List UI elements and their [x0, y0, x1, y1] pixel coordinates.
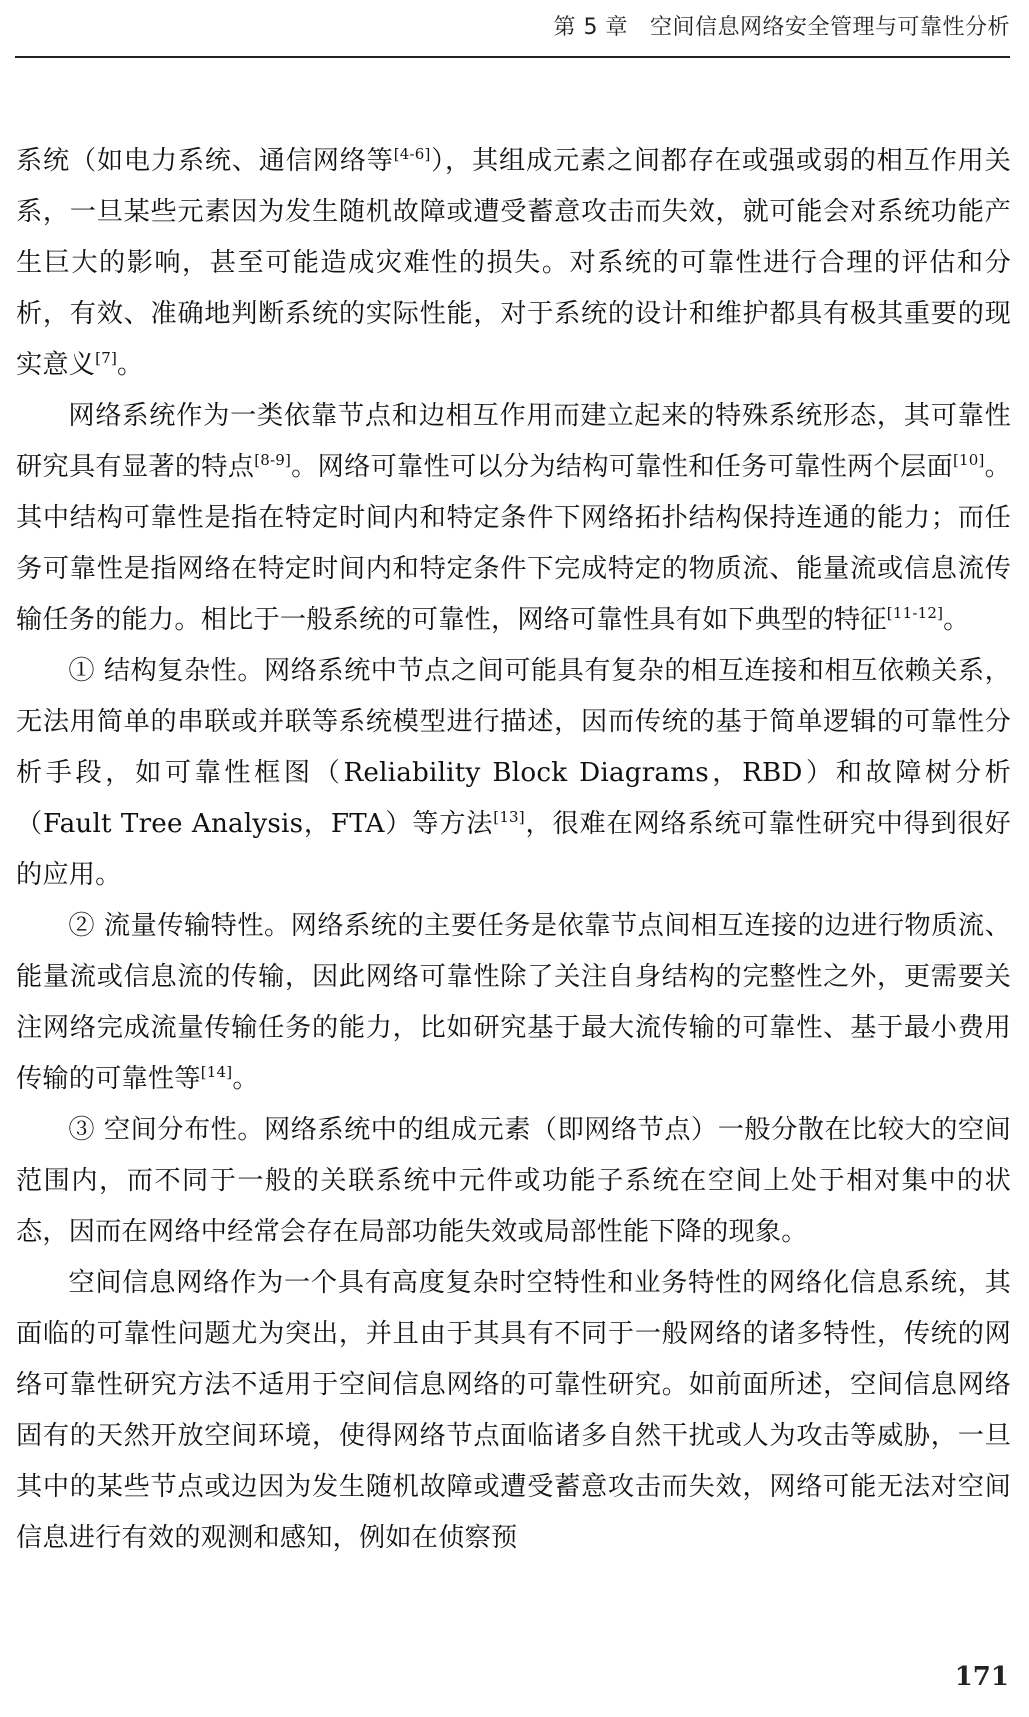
chapter-title: 空间信息网络安全管理与可靠性分析: [649, 15, 1010, 40]
citation: [11-12]: [886, 604, 944, 622]
body-text: [16, 136, 1011, 1564]
text-run: 。: [232, 1064, 259, 1094]
text-run: ③ 空间分布性。网络系统中的组成元素（即网络节点）一般分散在比较大的空间范围内，而不同于一般的关联系统中元件或功能子系统在空间上处于相对集中的状态，因而在网络中经常会存在局部功能失效或局部性能下降的现象。: [16, 1115, 1011, 1247]
text-run: ① 结构复杂性。网络系统中节点之间可能具有复杂的相互连接和相互依赖关系，无法用简单的串联或并联等系统模型进行描述，因而传统的基于简单逻辑的可靠性分析手段，如可靠性框图（Reliability Block Diagrams，RBD）和故障树分析（Fault Tree Analysis，FTA）等方法: [16, 656, 1011, 839]
citation: [13]: [493, 808, 525, 826]
text-run: ），其组成元素之间都存在或强或弱的相互作用关系，一旦某些元素因为发生随机故障或遭受蓄意攻击而失效，就可能会对系统功能产生巨大的影响，甚至可能造成灾难性的损失。对系统的可靠性进行合理的评估和分析，有效、准确地判断系统的实际性能，对于系统的设计和维护都具有极其重要的现实意义: [16, 146, 1011, 380]
text-run: 系统（如电力系统、通信网络等: [16, 146, 394, 176]
text-run: 。其中结构可靠性是指在特定时间内和特定条件下网络拓扑结构保持连通的能力；而任务可靠性是指网络在特定时间内和特定条件下完成特定的物质流、能量流或信息流传输任务的能力。相比于一般系统的可靠性，网络可靠性具有如下典型的特征: [16, 452, 1012, 635]
text-run: 网络系统作为一类依靠节点和边相互作用而建立起来的特殊系统形态，其可靠性研究具有显著的特点: [16, 401, 1011, 482]
citation: [4-6]: [393, 145, 431, 163]
paragraph-p6: [16, 1258, 1011, 1564]
paragraph-p5: [16, 1105, 1011, 1258]
paragraph-p3: [16, 646, 1011, 901]
paragraph-p1: [16, 136, 1011, 391]
text-run: ，很难在网络系统可靠性研究中得到很好的应用。: [16, 809, 1011, 890]
text-run: ② 流量传输特性。网络系统的主要任务是依靠节点间相互连接的边进行物质流、能量流或信息流的传输，因此网络可靠性除了关注自身结构的完整性之外，更需要关注网络完成流量传输任务的能力，比如研究基于最大流传输的可靠性、基于最小费用传输的可靠性等: [16, 911, 1011, 1094]
text-run: 。网络可靠性可以分为结构可靠性和任务可靠性两个层面: [291, 452, 953, 482]
header-rule: [15, 56, 1010, 58]
paragraph-p2: [16, 391, 1011, 646]
citation: [7]: [95, 349, 118, 367]
citation: [10]: [952, 451, 985, 469]
citation: [8-9]: [254, 451, 292, 469]
text-run: 。: [117, 350, 144, 380]
running-header: [0, 10, 1010, 41]
text-run: 。: [943, 605, 970, 635]
page-number: 171: [954, 1662, 1009, 1692]
chapter-label: 第 5 章: [553, 15, 628, 40]
paragraph-p4: [16, 901, 1011, 1105]
citation: [14]: [200, 1063, 233, 1081]
text-run: 空间信息网络作为一个具有高度复杂时空特性和业务特性的网络化信息系统，其面临的可靠性问题尤为突出，并且由于其具有不同于一般网络的诸多特性，传统的网络可靠性研究方法不适用于空间信息网络的可靠性研究。如前面所述，空间信息网络固有的天然开放空间环境，使得网络节点面临诸多自然干扰或人为攻击等威胁，一旦其中的某些节点或边因为发生随机故障或遭受蓄意攻击而失效，网络可能无法对空间信息进行有效的观测和感知，例如在侦察预: [16, 1268, 1011, 1553]
